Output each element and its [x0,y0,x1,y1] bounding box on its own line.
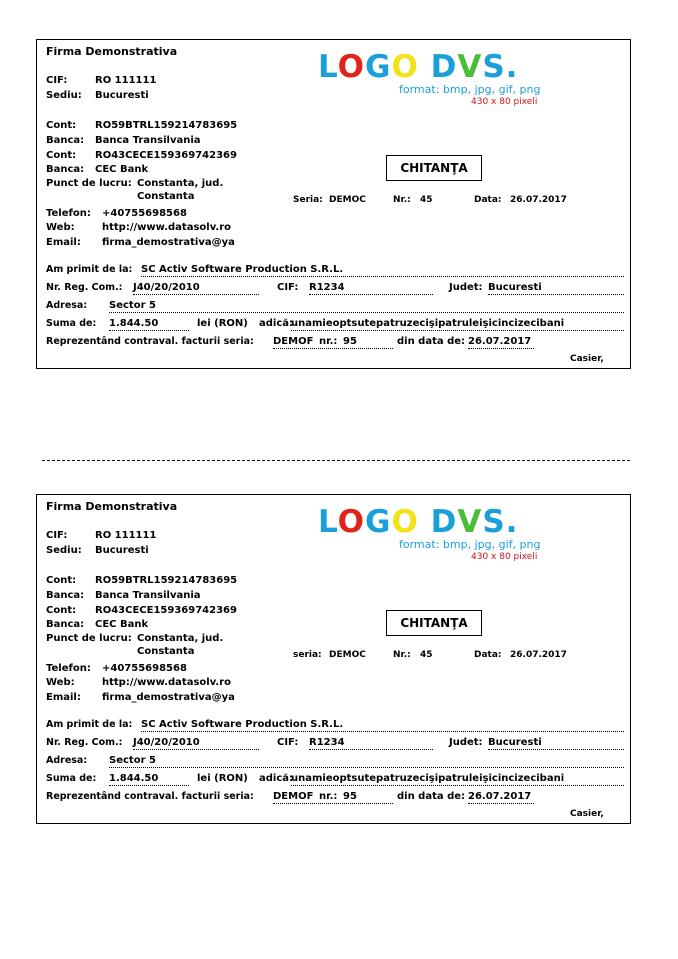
seria-value: DEMOC [329,195,366,205]
data-label: Data: [474,195,502,205]
nr-value: 45 [420,650,433,660]
web-label: Web: [46,222,75,233]
casier-label: Casier, [570,809,604,819]
punct-label: Punct de lucru: [46,633,132,644]
nr-value: 45 [420,195,433,205]
adica-line [291,330,624,331]
din-data-value: 26.07.2017 [468,336,532,347]
repr-nr-label: nr.: [319,336,338,347]
adresa-line [109,312,624,313]
primit-label: Am primit de la: [46,719,133,730]
punct1-value: Constanta, jud. [137,178,224,189]
repr-seria-value: DEMOF [273,336,314,347]
banca2-value: CEC Bank [95,619,149,630]
repr-line [273,803,393,804]
punct-label: Punct de lucru: [46,178,132,189]
banca-label: Banca: [46,164,85,175]
telefon-value: +40755698568 [102,663,187,674]
logo-size: 430 x 80 pixeli [471,552,538,562]
adica-value: unamieoptsutepatruzecişipatruleişicincizecibani [291,773,565,784]
cif-label: CIF: [46,75,68,86]
web-value: http://www.datasolv.ro [102,222,232,233]
cif-value: RO 111111 [95,75,157,86]
data-value: 26.07.2017 [510,195,567,205]
suma-value: 1.844.50 [109,773,159,784]
suma-value: 1.844.50 [109,318,159,329]
din-data-label: din data de: [397,791,466,802]
adica-label: adică: [259,773,294,784]
banca-label: Banca: [46,590,85,601]
cont1-value: RO59BTRL159214783695 [95,575,238,586]
data-value: 26.07.2017 [510,650,567,660]
repr-nr-label: nr.: [319,791,338,802]
cif2-label: CIF: [277,282,299,293]
lei-label: lei (RON) [197,318,248,329]
telefon-label: Telefon: [46,208,91,219]
email-label: Email: [46,237,81,248]
regcom-value: J40/20/2010 [133,737,200,748]
repr-nr-value: 95 [343,336,357,347]
punct1-value: Constanta, jud. [137,633,224,644]
primit-label: Am primit de la: [46,264,133,275]
cont2-value: RO43CECE159369742369 [95,150,237,161]
din-data-value: 26.07.2017 [468,791,532,802]
banca-label: Banca: [46,135,85,146]
adresa-value: Sector 5 [109,755,156,766]
data-label: Data: [474,650,502,660]
nr-label: Nr.: [393,195,411,205]
sediu-value: Bucuresti [95,90,149,101]
company-name: Firma Demonstrativa [46,500,178,513]
email-label: Email: [46,692,81,703]
cont2-value: RO43CECE159369742369 [95,605,237,616]
cont1-value: RO59BTRL159214783695 [95,120,238,131]
judet-label: Judet: [449,737,483,748]
adresa-line [109,767,624,768]
cif-value: RO 111111 [95,530,157,541]
seria-label: Seria: [293,195,323,205]
adresa-label: Adresa: [46,300,88,311]
cif2-line [309,749,433,750]
banca1-value: Banca Transilvania [95,135,201,146]
logo-formats: format: bmp, jpg, gif, png [399,83,541,96]
din-data-label: din data de: [397,336,466,347]
banca-label: Banca: [46,619,85,630]
cif2-value: R1234 [309,737,345,748]
suma-line [109,785,189,786]
adresa-label: Adresa: [46,755,88,766]
suma-label: Suma de: [46,318,97,329]
banca1-value: Banca Transilvania [95,590,201,601]
repr-label: Reprezentând contraval. facturii seria: [46,791,254,802]
judet-line [488,749,624,750]
logo-formats: format: bmp, jpg, gif, png [399,538,541,551]
regcom-value: J40/20/2010 [133,282,200,293]
punct2-value: Constanta [137,646,195,657]
cif2-line [309,294,433,295]
judet-line [488,294,624,295]
repr-nr-value: 95 [343,791,357,802]
judet-label: Judet: [449,282,483,293]
web-value: http://www.datasolv.ro [102,677,232,688]
regcom-label: Nr. Reg. Com.: [46,282,123,293]
cont-label: Cont: [46,605,77,616]
adica-value: unamieoptsutepatruzecişipatruleişicincizecibani [291,318,565,329]
nr-label: Nr.: [393,650,411,660]
seria-label: seria: [293,650,322,660]
sediu-value: Bucuresti [95,545,149,556]
suma-label: Suma de: [46,773,97,784]
suma-line [109,330,189,331]
primit-line [141,276,624,277]
receipt [36,494,631,824]
repr-label: Reprezentând contraval. facturii seria: [46,336,254,347]
company-logo: LOGO DVS. [318,504,519,540]
din-data-line [468,803,534,804]
cif2-label: CIF: [277,737,299,748]
seria-value: DEMOC [329,650,366,660]
document-title: CHITANŢA [386,155,482,181]
document-title: CHITANŢA [386,610,482,636]
sediu-label: Sediu: [46,90,82,101]
repr-seria-value: DEMOF [273,791,314,802]
regcom-line [133,294,259,295]
casier-label: Casier, [570,354,604,364]
cut-line [42,460,630,461]
primit-value: SC Activ Software Production S.R.L. [141,719,344,730]
repr-line [273,348,393,349]
telefon-label: Telefon: [46,663,91,674]
cont-label: Cont: [46,150,77,161]
adica-label: adică: [259,318,294,329]
sediu-label: Sediu: [46,545,82,556]
banca2-value: CEC Bank [95,164,149,175]
punct2-value: Constanta [137,191,195,202]
cont-label: Cont: [46,575,77,586]
cif2-value: R1234 [309,282,345,293]
email-value: firma_demostrativa@ya [102,692,235,703]
adresa-value: Sector 5 [109,300,156,311]
email-value: firma_demostrativa@ya [102,237,235,248]
primit-line [141,731,624,732]
receipt [36,39,631,369]
adica-line [291,785,624,786]
regcom-label: Nr. Reg. Com.: [46,737,123,748]
company-logo: LOGO DVS. [318,49,519,85]
regcom-line [133,749,259,750]
lei-label: lei (RON) [197,773,248,784]
logo-size: 430 x 80 pixeli [471,97,538,107]
din-data-line [468,348,534,349]
company-name: Firma Demonstrativa [46,45,178,58]
web-label: Web: [46,677,75,688]
judet-value: Bucuresti [488,282,542,293]
primit-value: SC Activ Software Production S.R.L. [141,264,344,275]
cif-label: CIF: [46,530,68,541]
cont-label: Cont: [46,120,77,131]
judet-value: Bucuresti [488,737,542,748]
telefon-value: +40755698568 [102,208,187,219]
